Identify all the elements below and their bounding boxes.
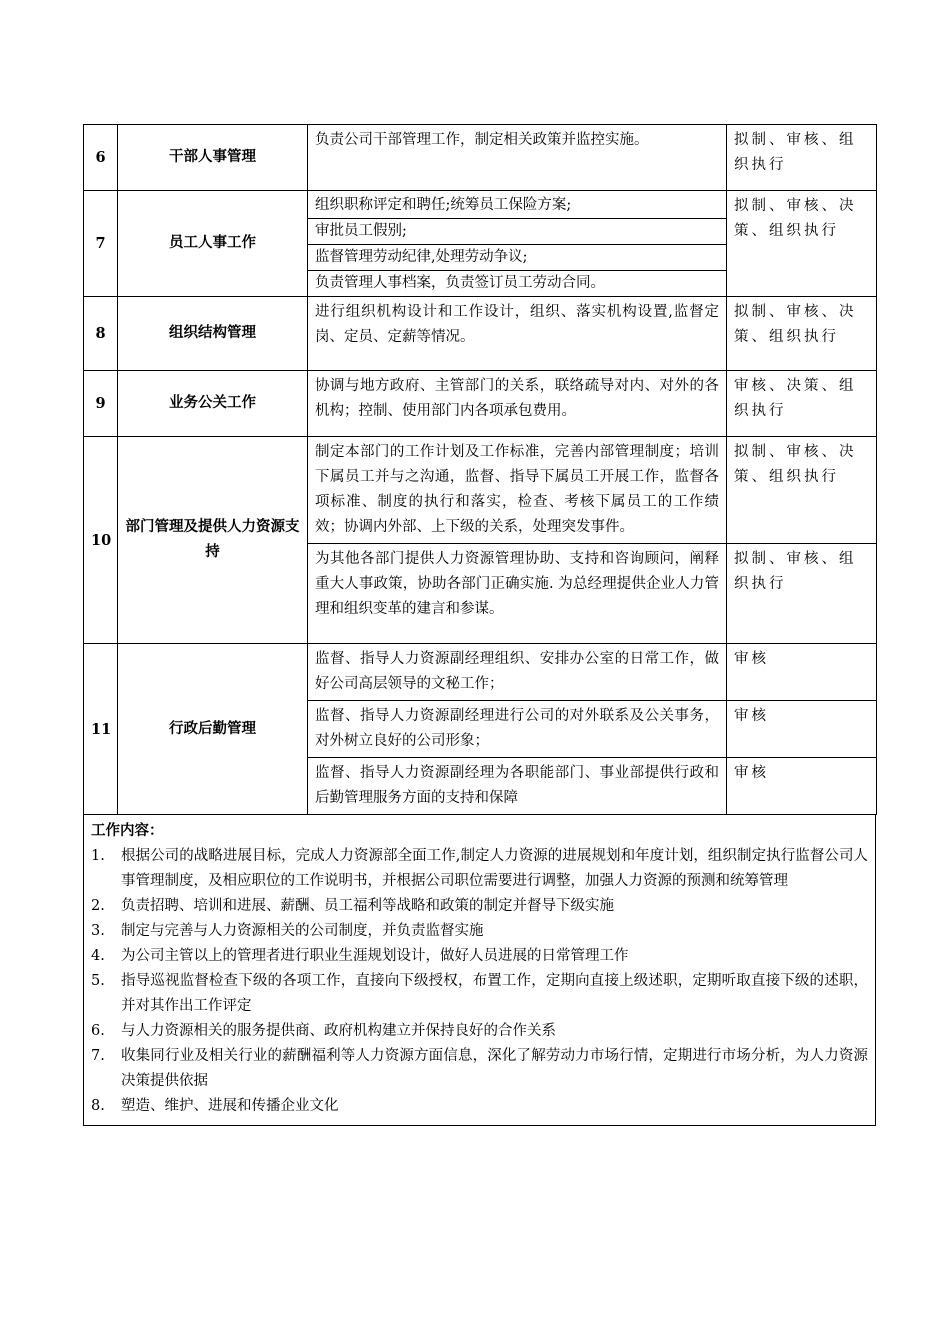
row-item: 干部人事管理 xyxy=(118,125,308,191)
list-item-text: 根据公司的战略进展目标，完成人力资源部全面工作,制定人力资源的进展规划和年度计划，组织制定执行监督公司人事管理制度，及相应职位的工作说明书，并根据公司职位需要进行调整，加强人力资源的预测和统筹管理 xyxy=(121,848,868,889)
list-item-text: 与人力资源相关的服务提供商、政府机构建立并保持良好的合作关系 xyxy=(121,1023,556,1039)
row-authority: 审核 xyxy=(727,701,877,758)
list-item xyxy=(91,1019,868,1044)
list-item xyxy=(91,969,868,1019)
list-item xyxy=(91,844,868,894)
table-row xyxy=(84,125,877,191)
row-description: 协调与地方政府、主管部门的关系，联络疏导对内、对外的各机构；控制、使用部门内各项承包费用。 xyxy=(308,371,727,437)
list-item-number: 1. xyxy=(91,848,105,864)
work-content-heading: 工作内容： xyxy=(91,823,164,839)
row-description: 为其他各部门提供人力资源管理协助、支持和咨询顾问，阐释重大人事政策，协助各部门正确实施. 为总经理提供企业人力管理和组织变革的建言和参谋。 xyxy=(308,544,727,644)
list-item-text: 塑造、维护、进展和传播企业文化 xyxy=(121,1098,339,1114)
row-description: 审批员工假别; xyxy=(308,219,727,245)
table-row xyxy=(84,297,877,371)
row-description: 负责公司干部管理工作，制定相关政策并监控实施。 xyxy=(308,125,727,191)
row-description: 监督、指导人力资源副经理为各职能部门、事业部提供行政和后勤管理服务方面的支持和保障 xyxy=(308,758,727,815)
list-item xyxy=(91,894,868,919)
document-page xyxy=(83,124,876,1126)
row-authority: 拟制、审核、决策、组织执行 xyxy=(727,297,877,371)
list-item-number: 4. xyxy=(91,948,105,964)
list-item-text: 负责招聘、培训和进展、薪酬、员工福利等战略和政策的制定并督导下级实施 xyxy=(121,898,614,914)
list-item-number: 6. xyxy=(91,1023,105,1039)
work-content-section xyxy=(83,815,876,1126)
list-item xyxy=(91,944,868,969)
list-item xyxy=(91,1044,868,1094)
row-number: 9 xyxy=(84,371,118,437)
table-row xyxy=(84,437,877,544)
row-item: 员工人事工作 xyxy=(118,191,308,297)
row-authority: 拟制、审核、组织执行 xyxy=(727,125,877,191)
row-authority: 拟制、审核、决策、组织执行 xyxy=(727,437,877,544)
row-description: 组织职称评定和聘任;统筹员工保险方案; xyxy=(308,191,727,219)
row-number: 11 xyxy=(84,644,118,815)
row-description: 监督、指导人力资源副经理进行公司的对外联系及公关事务，对外树立良好的公司形象； xyxy=(308,701,727,758)
row-item: 部门管理及提供人力资源支持 xyxy=(118,437,308,644)
list-item-number: 7. xyxy=(91,1048,105,1064)
row-authority: 审核 xyxy=(727,644,877,701)
work-content-list xyxy=(91,844,868,1119)
row-description: 监督管理劳动纪律,处理劳动争议; xyxy=(308,245,727,271)
row-number: 6 xyxy=(84,125,118,191)
table-row xyxy=(84,644,877,701)
list-item-number: 2. xyxy=(91,898,105,914)
row-description: 监督、指导人力资源副经理组织、安排办公室的日常工作，做好公司高层领导的文秘工作； xyxy=(308,644,727,701)
list-item xyxy=(91,1094,868,1119)
row-authority: 审核、决策、组织执行 xyxy=(727,371,877,437)
list-item-text: 制定与完善与人力资源相关的公司制度，并负责监督实施 xyxy=(121,923,484,939)
list-item xyxy=(91,919,868,944)
responsibility-table xyxy=(83,124,877,815)
row-number: 8 xyxy=(84,297,118,371)
list-item-number: 8. xyxy=(91,1098,105,1114)
list-item-text: 指导巡视监督检查下级的各项工作，直接向下级授权，布置工作，定期向直接上级述职，定期听取直接下级的述职，并对其作出工作评定 xyxy=(121,973,868,1014)
row-number: 10 xyxy=(84,437,118,644)
list-item-text: 收集同行业及相关行业的薪酬福利等人力资源方面信息，深化了解劳动力市场行情，定期进行市场分析，为人力资源决策提供依据 xyxy=(121,1048,868,1089)
row-description: 制定本部门的工作计划及工作标准，完善内部管理制度；培训下属员工并与之沟通，监督、指导下属员工开展工作，监督各项标准、制度的执行和落实，检查、考核下属员工的工作绩效；协调内外部、上下级的关系，处理突发事件。 xyxy=(308,437,727,544)
row-authority: 拟制、审核、组织执行 xyxy=(727,544,877,644)
table-row xyxy=(84,191,877,219)
table-row xyxy=(84,371,877,437)
list-item-number: 3. xyxy=(91,923,105,939)
row-item: 组织结构管理 xyxy=(118,297,308,371)
row-item: 行政后勤管理 xyxy=(118,644,308,815)
row-authority: 审核 xyxy=(727,758,877,815)
row-authority: 拟制、审核、决策、组织执行 xyxy=(727,191,877,297)
row-description: 进行组织机构设计和工作设计，组织、落实机构设置,监督定岗、定员、定薪等情况。 xyxy=(308,297,727,371)
list-item-text: 为公司主管以上的管理者进行职业生涯规划设计，做好人员进展的日常管理工作 xyxy=(121,948,629,964)
row-number: 7 xyxy=(84,191,118,297)
row-description: 负责管理人事档案，负责签订员工劳动合同。 xyxy=(308,271,727,297)
row-item: 业务公关工作 xyxy=(118,371,308,437)
list-item-number: 5. xyxy=(91,973,105,989)
